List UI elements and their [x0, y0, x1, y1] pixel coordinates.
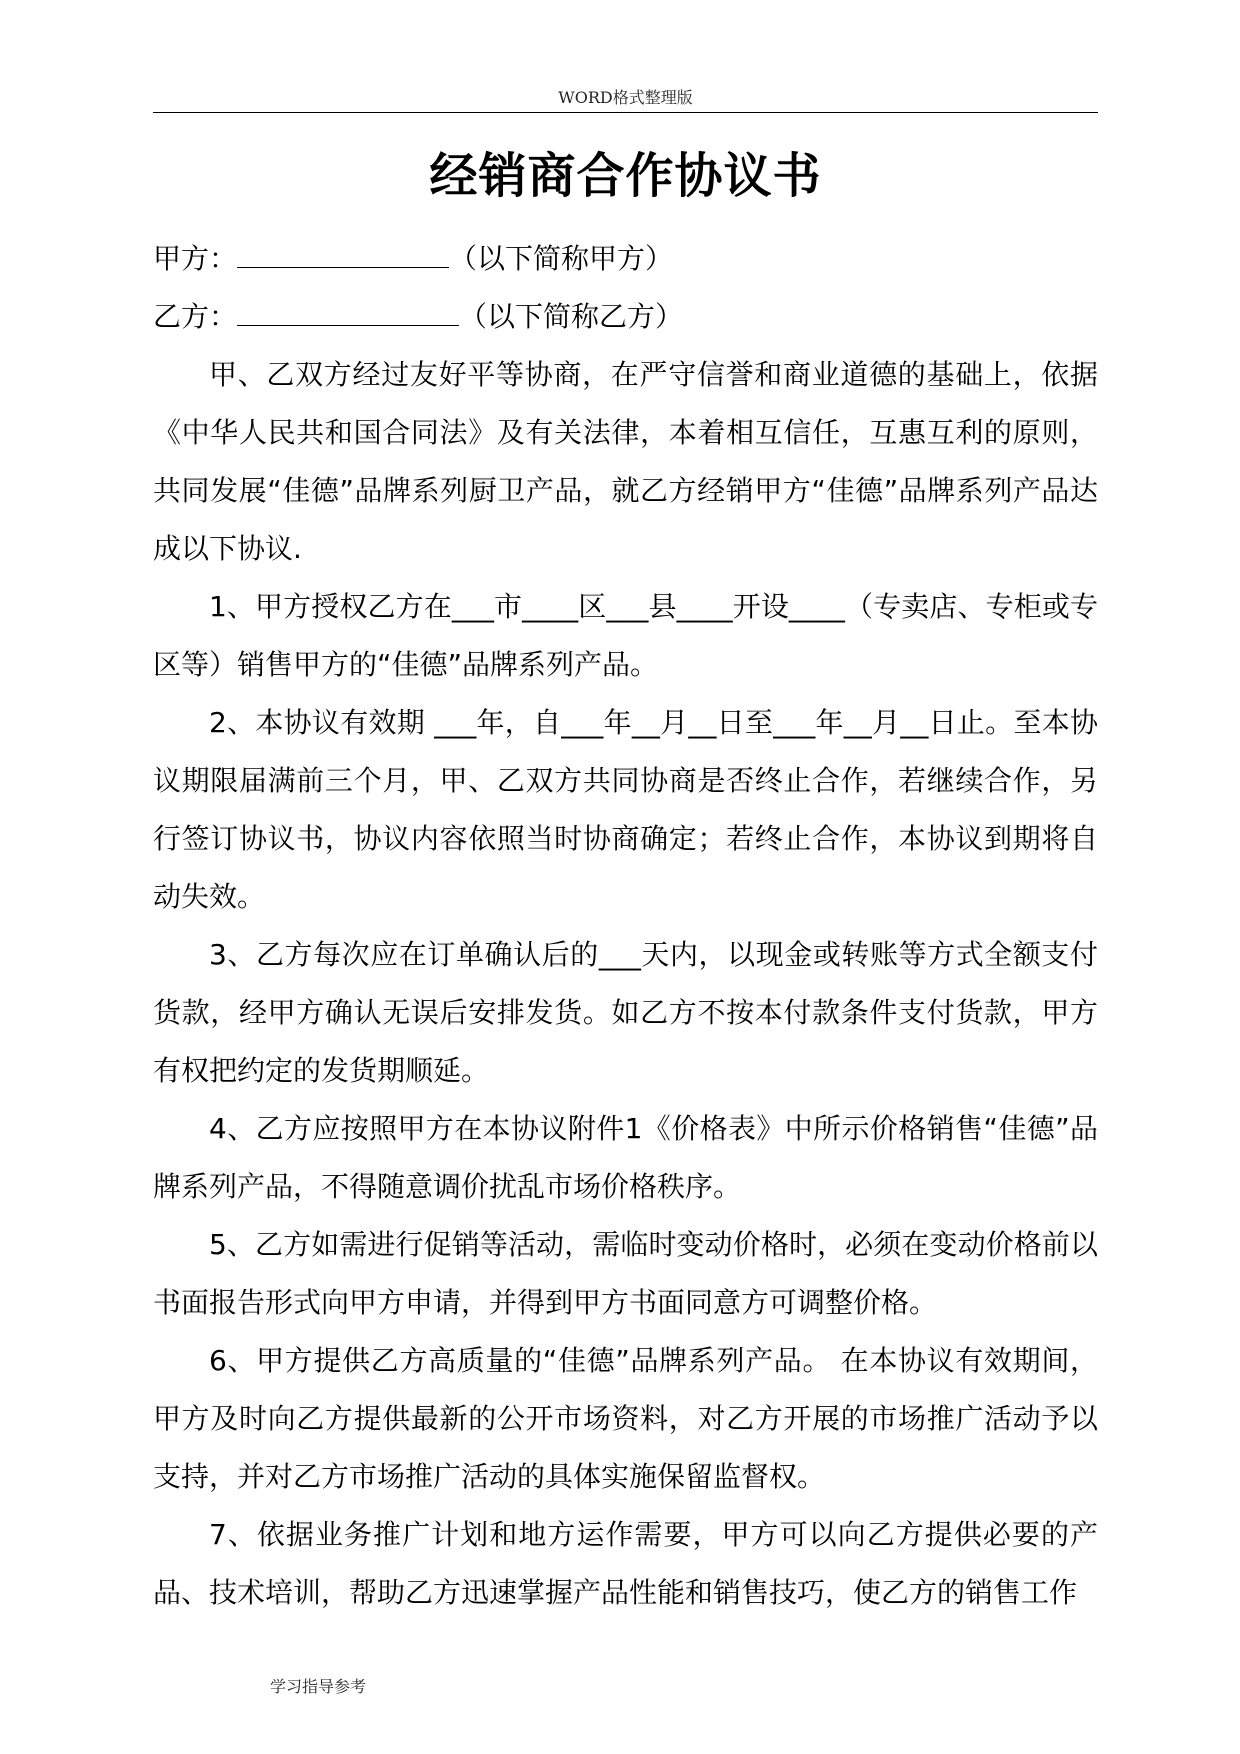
document-body [153, 230, 1098, 1622]
clause-7: 7、依据业务推广计划和地方运作需要，甲方可以向乙方提供必要的产品、技术培训，帮助乙方迅速掌握产品性能和销售技巧，使乙方的销售工作 [153, 1518, 1098, 1609]
clause-1: 1、甲方授权乙方在___市____区___县____开设____（专卖店、专柜或专区等）销售甲方的“佳德”品牌系列产品。 [153, 590, 1098, 681]
party-a-line [153, 230, 1098, 288]
page-footer: 学习指导参考 [270, 1677, 367, 1696]
party-b-blank [237, 299, 459, 326]
clause-5: 5、乙方如需进行促销等活动，需临时变动价格时，必须在变动价格前以书面报告形式向甲方申请，并得到甲方书面同意方可调整价格。 [153, 1228, 1098, 1319]
preamble-paragraph: 甲、乙双方经过友好平等协商，在严守信誉和商业道德的基础上，依据《中华人民共和国合同法》及有关法律，本着相互信任，互惠互利的原则，共同发展“佳德”品牌系列厨卫产品，就乙方经销甲方“佳德”品牌系列产品达成以下协议. [153, 358, 1098, 565]
clause-2: 2、本协议有效期 ___年，自___年__月__日至___年__月__日止。至本协议期限届满前三个月，甲、乙双方共同协商是否终止合作，若继续合作，另行签订协议书，协议内容依照当时协商确定；若终止合作，本协议到期将自动失效。 [153, 706, 1098, 913]
party-a-suffix: （以下简称甲方） [449, 242, 674, 275]
party-a-blank [237, 241, 449, 268]
party-b-line [153, 288, 1098, 346]
page-header: WORD格式整理版 [558, 88, 693, 107]
clause-4: 4、乙方应按照甲方在本协议附件1《价格表》中所示价格销售“佳德”品牌系列产品，不得随意调价扰乱市场价格秩序。 [153, 1112, 1098, 1203]
document-title: 经销商合作协议书 [429, 148, 822, 204]
header-divider [153, 112, 1098, 113]
party-b-suffix: （以下简称乙方） [459, 300, 684, 333]
party-b-label: 乙方： [153, 300, 238, 333]
clause-6: 6、甲方提供乙方高质量的“佳德”品牌系列产品。 在本协议有效期间，甲方及时向乙方提供最新的公开市场资料，对乙方开展的市场推广活动予以支持，并对乙方市场推广活动的具体实施保留监督权。 [153, 1344, 1098, 1493]
clause-3: 3、乙方每次应在订单确认后的___天内，以现金或转账等方式全额支付货款，经甲方确认无误后安排发货。如乙方不按本付款条件支付货款，甲方有权把约定的发货期顺延。 [153, 938, 1098, 1087]
party-a-label: 甲方： [153, 242, 238, 275]
